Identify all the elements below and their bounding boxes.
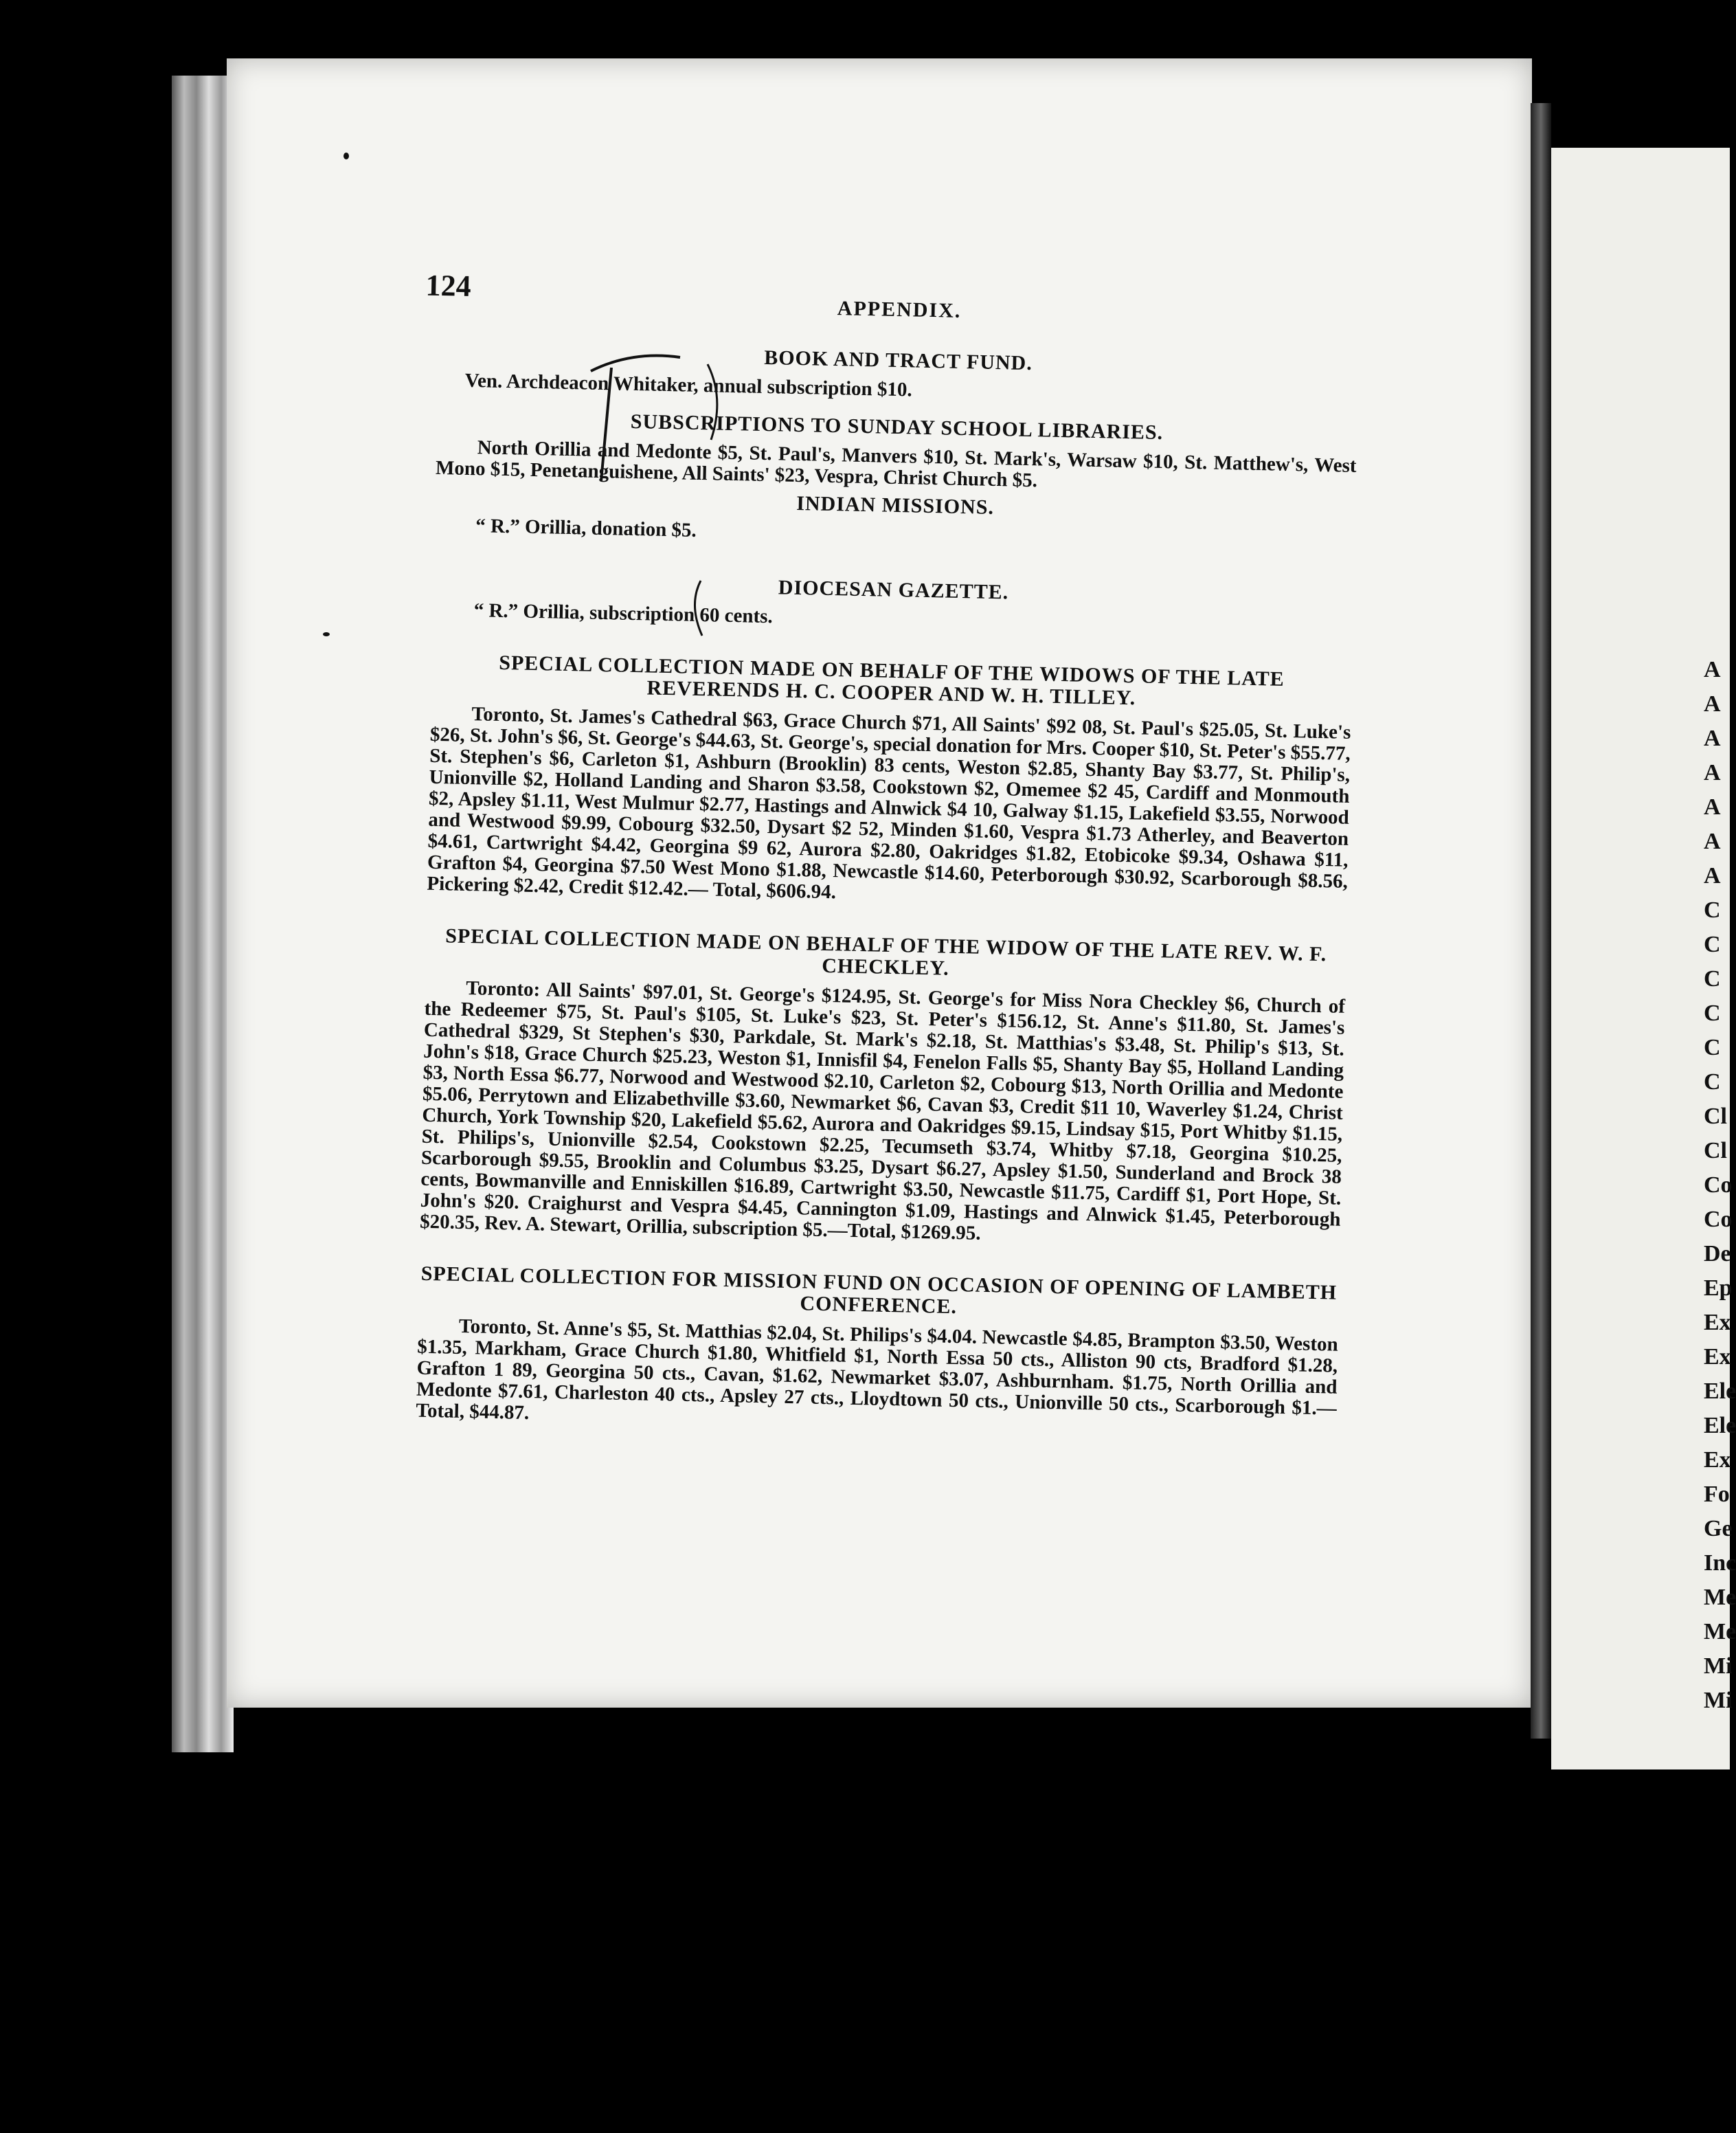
facing-page-letter: Co [1704, 1207, 1733, 1232]
section-title: SPECIAL COLLECTION MADE ON BEHALF OF THE WIDOW OF THE LATE REV. W. F. CHECKLEY. [444, 924, 1327, 980]
facing-page-letter: Ge [1704, 1516, 1733, 1541]
facing-page-letter: Ele [1704, 1413, 1736, 1438]
facing-page-letter: Ex [1704, 1344, 1731, 1370]
facing-page-letter: A [1704, 829, 1721, 854]
section-checkley-collection [420, 925, 1346, 1252]
section-body: North Orillia and Medonte $5, St. Paul's, Manvers $10, St. Mark's, Warsaw $10, St. Matthew's, West Mono $15, Penetanguishene, All Saints' $23, Vespra, Christ Church $5. [435, 436, 1357, 492]
facing-page-letter: Me [1704, 1585, 1736, 1610]
section-title: SPECIAL COLLECTION MADE ON BEHALF OF THE WIDOWS OF THE LATE REVERENDS H. C. COOPER AND W. H. TILLEY. [499, 651, 1285, 710]
facing-page-letters [1704, 653, 1736, 1718]
facing-page-letter: Mi [1704, 1653, 1733, 1679]
facing-page-letter: Me [1704, 1619, 1736, 1644]
book-gutter [1531, 103, 1551, 1739]
facing-page-letter: A [1704, 863, 1721, 889]
section-title: SPECIAL COLLECTION FOR MISSION FUND ON OCCASION OF OPENING OF LAMBETH CONFERENCE. [420, 1262, 1338, 1319]
section-title: BOOK AND TRACT FUND. [763, 346, 1033, 375]
facing-page-letter: A [1704, 760, 1721, 785]
facing-page-letter: Cl [1704, 1104, 1727, 1129]
facing-page-letter: C [1704, 1035, 1721, 1060]
section-body: Toronto, St. James's Cathedral $63, Grace Church $71, All Saints' $92 08, St. Paul's $25.05, St. Luke's $26, St. John's $6, St. George's $44.63, St. George's, special donation for Mrs. Cooper $10, St. Peter's $55.77, St. Stephen's $6, Carleton $1, Ashburn (Brooklin) 83 cents, Weston $2.85, Shanty Bay $3.77, St. Philip's, Unionville $2, Holland Landing and Sharon $3.58, Cookstown $2, Omemee $2 45, Cardiff and Monmouth $2, Apsley $1.11, West Mulmur $2.77, Hastings and Alnwick $4 10, Galway $1.15, Lakefield $3.55, Norwood and Westwood $9.99, Cobourg $32.50, Dysart $2 52, Minden $1.60, Vespra $1.73 Atherley, and Beaverton $4.61, Cartwright $4.42, Georgina $9 62, Aurora $2.80, Oakridges $1.82, Etobicoke $9.34, Oshawa $11, Grafton $4, Georgina $7.50 West Mono $1.88, Newcastle $14.60, Peterborough $30.92, Scarborough $8.56, Pickering $2.42, Credit $12.42.— Total, $606.94. [427, 703, 1351, 904]
facing-page-letter: Fo [1704, 1482, 1730, 1507]
facing-page-letter: Ele [1704, 1378, 1736, 1404]
section-lambeth-collection [416, 1263, 1340, 1441]
section-title: DIOCESAN GAZETTE. [778, 576, 1009, 604]
section-sunday-school-libraries [436, 406, 1357, 498]
section-body: “ R.” Orillia, donation $5. [475, 515, 697, 541]
facing-page-letter: Mi [1704, 1688, 1733, 1713]
section-title: INDIAN MISSIONS. [796, 491, 995, 519]
facing-page [1551, 148, 1730, 1769]
page-number: 124 [425, 268, 472, 303]
facing-page-letter: A [1704, 657, 1721, 682]
facing-page-letter: C [1704, 897, 1721, 923]
section-body: “ R.” Orillia, subscription 60 cents. [473, 599, 774, 628]
facing-page-letter: A [1704, 691, 1721, 717]
section-cooper-tilley-collection [427, 651, 1352, 914]
pencil-mark [687, 577, 714, 639]
facing-page-letter: A [1704, 794, 1721, 820]
running-head: APPENDIX. [837, 297, 962, 322]
facing-page-letter: De [1704, 1241, 1731, 1266]
page-stack-edge [172, 76, 234, 1752]
facing-page-letter: Co [1704, 1172, 1733, 1198]
facing-page-letter: C [1704, 1069, 1721, 1095]
section-title: SUBSCRIPTIONS TO SUNDAY SCHOOL LIBRARIES. [630, 410, 1164, 445]
facing-page-letter: A [1704, 726, 1721, 751]
pencil-mark [577, 344, 728, 488]
facing-page-letter: Ex [1704, 1310, 1731, 1335]
section-book-tract-fund [437, 339, 1358, 410]
facing-page-letter: C [1704, 966, 1721, 992]
speck [343, 153, 349, 159]
speck [323, 632, 330, 636]
facing-page-letter: C [1704, 932, 1721, 957]
facing-page-letter: Ep [1704, 1275, 1733, 1301]
section-body: Ven. Archdeacon Whitaker, annual subscription $10. [464, 369, 913, 401]
page-content [416, 268, 1360, 1441]
section-body: Toronto, St. Anne's $5, St. Matthias $2.04, St. Philips's $4.04. Newcastle $4.85, Brampton $3.50, Weston $1.35, Markham, Grace Church $1.80, Whitfield $1, North Essa 50 cts., Alliston 90 cts, Bradford $1.28, Grafton 1 89, Georgina 50 cts., Cavan, $1.62, Newmarket $3.07, Ashburnham. $1.75, North Orillia and Medonte $7.61, Charleston 40 cts., Apsley 27 cts., Lloydtown 50 cts., Unionville 50 cts., Scarborough $1.—Total, $44.87. [416, 1315, 1339, 1425]
facing-page-letter: C [1704, 1001, 1721, 1026]
facing-page-letter: Cl [1704, 1138, 1727, 1163]
section-body: Toronto: All Saints' $97.01, St. George's $124.95, St. George's for Miss Nora Checkley $6, Church of the Redeemer $75, St. Paul's $105, St. Luke's $23, St. Peter's $156.12, St. Anne's $11.80, St. James's Cathedral $329, St Stephen's $30, Parkdale, St. Mark's $2.18, St. Matthias's $3.48, St. Philip's $13, St. John's $18, Grace Church $25.23, Weston $1, Innisfil $4, Fenelon Falls $5, Shanty Bay $5, Holland Landing $3, North Essa $6.77, Norwood and Westwood $2.10, Carleton $2, Cobourg $13, North Orillia and Medonte $5.06, Perrytown and Elizabethville $3.60, Newmarket $6, Cavan $3, Credit $11 10, Waverley $1.24, Christ Church, York Township $20, Lakefield $5.62, Aurora and Oakridges $9.15, Lindsay $15, Port Whitby $1.15, St. Philips's, Unionville $2.54, Cookstown $2.25, Tecumseth $3.74, Whitby $7.18, Georgina $10.25, Scarborough $9.55, Brooklin and Columbus $3.25, Dysart $6.27, Apsley $1.50, Sunderland and Brock 38 cents, Bowmanville and Enniskillen $16.89, Cartwright $3.50, Newcastle $11.75, Cardiff $1, Port Hope, St. John's $20. Craighurst and Vespra $4.45, Cannington $1.09, Hastings and Alnwick $1.45, Peterborough $20.35, Rev. A. Stewart, Orillia, subscription $5.—Total, $1269.95. [419, 977, 1346, 1244]
facing-page-letter: Ex [1704, 1447, 1731, 1473]
section-diocesan-gazette [432, 569, 1353, 640]
facing-page-letter: Inc [1704, 1550, 1736, 1576]
